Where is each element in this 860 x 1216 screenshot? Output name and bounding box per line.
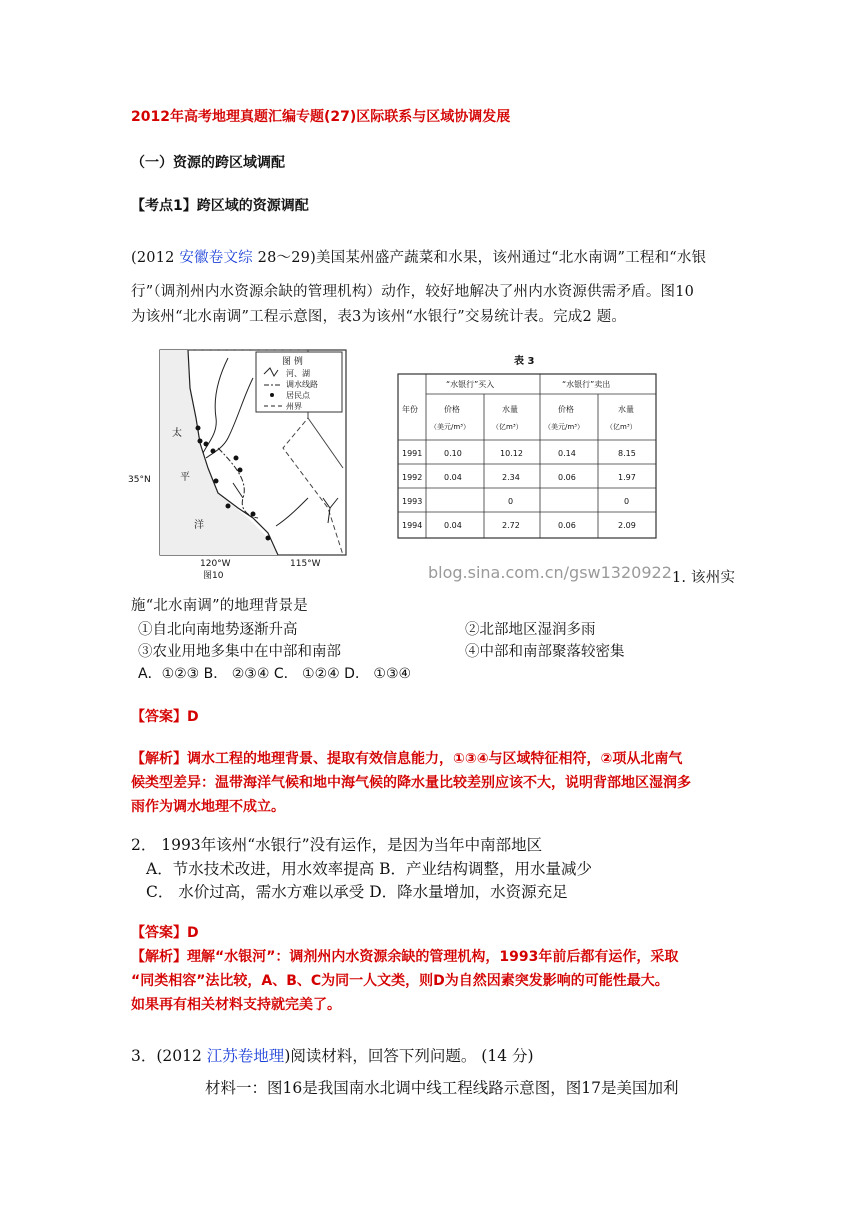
legend-item-border: 州界	[286, 402, 302, 411]
settlement-dot	[238, 468, 243, 473]
cell-buy-price: 0.04	[444, 473, 462, 482]
header-buy-vol-unit: （亿m³）	[492, 423, 523, 431]
cell-sell-vol: 2.09	[618, 521, 636, 530]
q1-analysis-line-1: 【解析】调水工程的地理背景、提取有效信息能力，①③④与区域特征相符，②项从北南气	[131, 751, 683, 767]
q2-options-ab: A．节水技术改进，用水效率提高 B．产业结构调整，用水量减少	[146, 860, 593, 878]
table-3	[396, 352, 658, 540]
cell-year: 1991	[402, 449, 423, 458]
header-sell-price-unit: （美元/m³）	[544, 423, 584, 431]
settlement-dot	[204, 442, 209, 447]
q3-rest: )阅读材料，回答下列问题。 (14 分)	[284, 1047, 534, 1065]
legend-item-river: 河、湖	[286, 369, 310, 378]
cell-sell-vol: 1.97	[618, 473, 636, 482]
q1-choices: A．①②③ B． ②③④ C． ①②④ D． ①③④	[138, 666, 412, 682]
cell-sell-price: 0.06	[558, 473, 576, 482]
q1-option-2: ②北部地区湿润多雨	[465, 622, 596, 638]
q2-stem: 2． 1993年该州“水银行”没有运作，是因为当年中南部地区	[131, 836, 543, 854]
q1-analysis-line-2: 候类型差异：温带海洋气候和地中海气候的降水量比较差别应该不大，说明背部地区湿润多	[131, 775, 691, 791]
q2-answer: 【答案】D	[131, 925, 199, 941]
lon-label-120w: 120°W	[200, 559, 231, 569]
table-3-title: 表 3	[514, 356, 535, 367]
cell-buy-vol: 0	[508, 497, 514, 506]
q1-number: 1. 该州实	[672, 570, 736, 586]
legend-title: 图 例	[282, 357, 303, 367]
q1-option-3: ③农业用地多集中在中部和南部	[138, 644, 341, 660]
header-buy-price: 价格	[444, 405, 460, 414]
intro-line-3: 为该州“北水南调”工程示意图，表3为该州“水银行”交易统计表。完成2 题。	[131, 309, 627, 325]
cell-buy-vol: 2.72	[502, 521, 520, 530]
watermark: blog.sina.com.cn/gsw1320922	[428, 563, 672, 582]
header-buy: “水银行”买入	[446, 380, 495, 389]
intro-prefix: (2012	[131, 250, 180, 266]
header-year: 年份	[402, 405, 418, 414]
cell-sell-vol: 8.15	[618, 449, 636, 458]
settlement-dot	[211, 449, 216, 454]
ocean-char-2: 平	[180, 472, 190, 483]
intro-line-1	[131, 246, 706, 267]
q2-analysis-line-1: 【解析】理解“水银河”：调剂州内水资源余缺的管理机构，1993年前后都有运作，采取	[131, 949, 679, 965]
lon-label-115w: 115°W	[290, 559, 321, 569]
header-sell: “水银行”卖出	[562, 380, 611, 389]
q3-material: 材料一：图16是我国南水北调中线工程线路示意图，图17是美国加利	[205, 1079, 679, 1097]
q2-options-cd: C． 水价过高，需水方难以承受 D．降水量增加，水资源充足	[146, 883, 568, 901]
settlement-dot	[234, 456, 239, 461]
source-link-anhui[interactable]: 安徽卷文综	[179, 250, 253, 266]
kaodian-heading: 【考点1】跨区域的资源调配	[131, 198, 309, 214]
legend-item-transfer: 调水线路	[286, 380, 318, 389]
cell-year: 1994	[402, 521, 423, 530]
cell-year: 1993	[402, 497, 423, 506]
figure-10-map	[158, 348, 348, 580]
q1-option-4: ④中部和南部聚落较密集	[465, 644, 625, 660]
settlement-dot	[266, 536, 271, 541]
source-link-jiangsu[interactable]: 江苏卷地理	[206, 1047, 285, 1065]
q1-stem: 施“北水南调”的地理背景是	[131, 598, 308, 614]
cell-buy-vol: 2.34	[502, 473, 520, 482]
header-buy-vol: 水量	[502, 405, 518, 414]
section-heading: （一）资源的跨区域调配	[131, 155, 285, 171]
intro-line-2: 行”（调剂州内水资源余缺的管理机构）动作，较好地解决了州内水资源供需矛盾。图10	[131, 284, 695, 300]
cell-buy-price: 0.10	[444, 449, 462, 458]
header-buy-price-unit: （美元/m³）	[430, 423, 470, 431]
header-sell-price: 价格	[558, 405, 574, 414]
page-title: 2012年高考地理真题汇编专题(27)区际联系与区域协调发展	[131, 109, 511, 125]
lat-label-35n: 35°N	[128, 475, 151, 485]
q1-analysis-line-3: 雨作为调水地理不成立。	[131, 799, 285, 815]
cell-buy-price: 0.04	[444, 521, 462, 530]
cell-sell-vol: 0	[624, 497, 630, 506]
header-sell-vol: 水量	[618, 405, 634, 414]
cell-sell-price: 0.06	[558, 521, 576, 530]
ocean-char-1: 太	[172, 428, 182, 439]
q2-analysis-line-3: 如果再有相关材料支持就完美了。	[131, 997, 341, 1013]
settlement-dot	[226, 504, 231, 509]
cell-buy-vol: 10.12	[500, 449, 523, 458]
header-sell-vol-unit: （亿m³）	[606, 423, 637, 431]
settlement-dot	[214, 479, 219, 484]
figure-10-caption: 图10	[203, 571, 224, 580]
settlement-dot	[196, 426, 201, 431]
cell-sell-price: 0.14	[558, 449, 576, 458]
intro-line-1-rest: 28～29)美国某州盛产蔬菜和水果，该州通过“北水南调”工程和“水银	[252, 250, 707, 266]
q1-option-1: ①自北向南地势逐渐升高	[138, 622, 298, 638]
settlement-dot	[251, 512, 256, 517]
cell-year: 1992	[402, 473, 423, 482]
q3-prefix: 3．(2012	[131, 1047, 207, 1065]
q3-stem	[131, 1044, 534, 1066]
settlement-dot	[198, 439, 203, 444]
q1-answer: 【答案】D	[131, 709, 199, 725]
ocean-char-3: 洋	[194, 520, 204, 531]
legend-item-settlement: 居民点	[286, 391, 310, 400]
q2-analysis-line-2: “同类相容”法比较，A、B、C为同一人文类，则D为自然因素突发影响的可能性最大。	[131, 973, 669, 989]
